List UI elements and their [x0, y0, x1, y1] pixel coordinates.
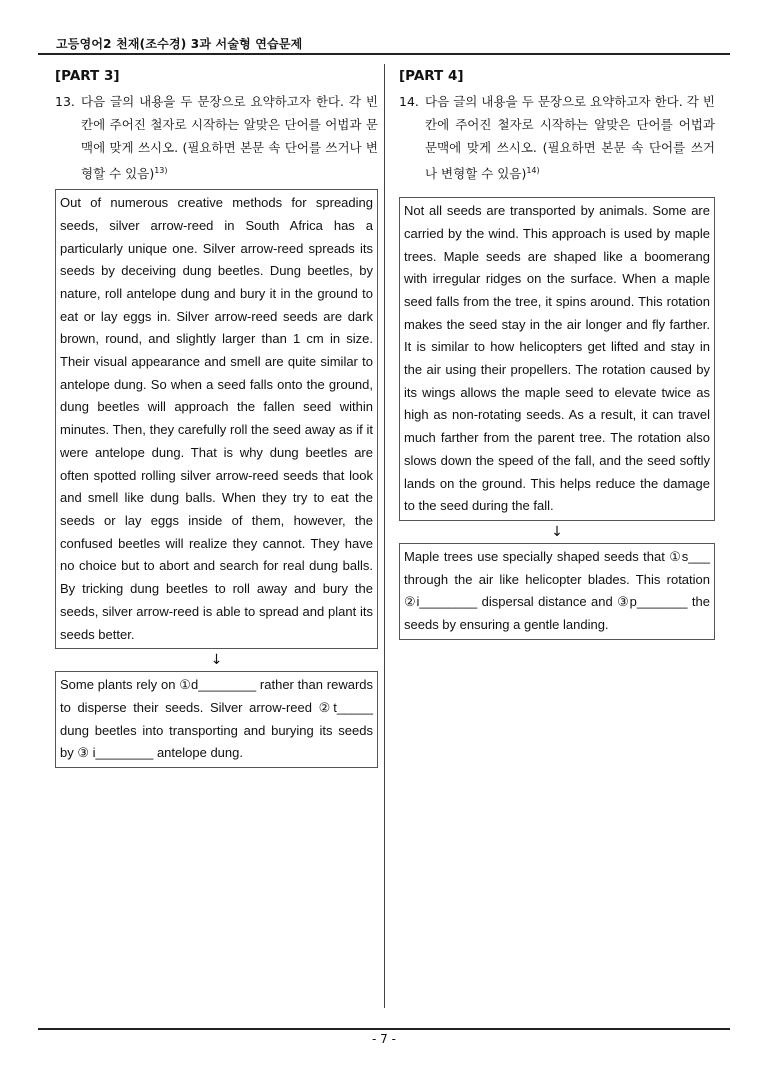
question-13-instruction: 다음 글의 내용을 두 문장으로 요약하고자 한다. 각 빈칸에 주어진 철자로 시작하는 알맞은 단어를 어법과 문맥에 맞게 쓰시오. (필요하면 본문 속 단어를 쓰거나 변형할 수 있음)$^{13)}$ — [81, 94, 378, 182]
part4-summary: Maple trees use specially shaped seeds that ①s___ through the air like helicopter blades. This rotation ②i________ dispersal distance and ③p_______ the seeds by ensuring a gentle landing. — [399, 543, 715, 640]
part4-passage: Not all seeds are transported by animals. Some are carried by the wind. This approach is used by maple trees. Maple seeds are shaped like a boomerang with irregular ridges on the surface. When a maple seed falls from the tree, it spins around. This rotation makes the seed stay in the air longer and fly farther. It is similar to how helicopters get lifted and stay in the air using their propellers. The rotation caused by its wings allows the maple seed to elevate twice as high as non-rotating seeds. As a result, it can travel much farther from the parent tree. The rotation also slows down the speed of the fall, and the seed softly lands on the ground. This helps reduce the damage to the seed during the fall. — [399, 197, 715, 521]
part4-label: [PART 4] — [399, 68, 464, 84]
footer-divider — [38, 1028, 730, 1030]
question-14 — [399, 90, 715, 185]
header-divider — [38, 53, 730, 55]
part3-label: [PART 3] — [55, 68, 120, 84]
question-14-number: 14. — [399, 94, 419, 109]
question-14-instruction: 다음 글의 내용을 두 문장으로 요약하고자 한다. 각 빈칸에 주어진 철자로 시작하는 알맞은 단어를 어법과 문맥에 맞게 쓰시오. (필요하면 본문 속 단어를 쓰거나 변형할 수 있음)$^{14)}$ — [425, 94, 715, 182]
part3-down-arrow-icon: ↓ — [210, 652, 223, 669]
part4-column — [399, 68, 715, 640]
part3-summary: Some plants rely on ①d________ rather than rewards to disperse their seeds. Silver arrow-reed ②t_____ dung beetles into transporting and burying its seeds by ③ i________ antelope dung. — [55, 671, 378, 768]
page-number: - 7 - — [372, 1032, 396, 1046]
part3-passage: Out of numerous creative methods for spreading seeds, silver arrow-reed in South Africa has a particularly unique one. Silver arrow-reed spreads its seeds by deceiving dung beetles. Dung beetles, by nature, roll antelope dung and bury it in the ground to eat or lay eggs in. Silver arrow-reed seeds are dark brown, round, and slightly larger than 1 cm in size. Their visual appearance and smell are quite similar to antelope dung. So when a seed falls onto the ground, dung beetles will approach the fallen seed within minutes. Then, they carefully roll the seed away as if it were antelope dung. That is why dung beetles are often spotted rolling silver arrow-reed seeds that look and smell like dung balls. When they try to eat the seeds or lay eggs inside of them, however, the confused beetles will realize they cannot. They have no choice but to abort and search for real dung balls. By tricking dung beetles to roll away and bury the seeds, silver arrow-reed is able to spread and plant its seeds better. — [55, 189, 378, 649]
question-13-number: 13. — [55, 94, 75, 109]
part4-down-arrow-icon: ↓ — [551, 524, 563, 540]
footnote-14: 14) — [526, 166, 540, 175]
worksheet-title: 고등영어2 천재(조수경) 3과 서술형 연습문제 — [56, 37, 303, 51]
part3-column — [55, 68, 378, 768]
question-13 — [55, 90, 378, 185]
footnote-13: 13) — [154, 166, 168, 175]
column-divider — [384, 64, 385, 1008]
